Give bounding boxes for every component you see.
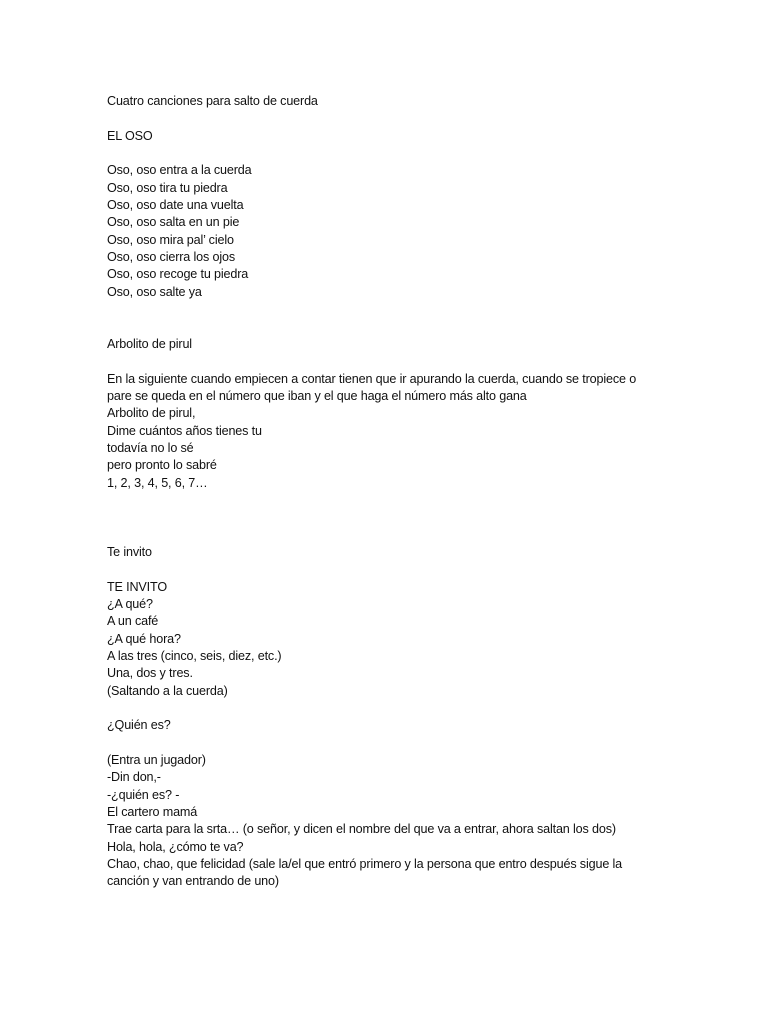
song-line: ¿A qué hora?	[107, 631, 181, 646]
song-line: Arbolito de pirul,	[107, 406, 196, 421]
song-instructions: pare se queda en el número que iban y el que haga el número más alto gana	[107, 388, 527, 403]
song-line: A un café	[107, 614, 159, 629]
song-heading-quien-es: ¿Quién es?	[107, 718, 171, 733]
song-line: todavía no lo sé	[107, 440, 194, 455]
song-heading-el-oso: EL OSO	[107, 128, 153, 143]
song-line: Oso, oso entra a la cuerda	[107, 163, 252, 178]
song-line: ¿A qué?	[107, 596, 153, 611]
song-line: -¿quién es? -	[107, 787, 180, 802]
song-line: canción y van entrando de uno)	[107, 874, 279, 889]
song-line: Oso, oso cierra los ojos	[107, 250, 235, 265]
song-line: Oso, oso tira tu piedra	[107, 180, 228, 195]
song-line: Una, dos y tres.	[107, 666, 193, 681]
song-line: Oso, oso salte ya	[107, 284, 202, 299]
song-instructions: En la siguiente cuando empiecen a contar tienen que ir apurando la cuerda, cuando se tropiece o	[107, 371, 637, 386]
song-line: -Din don,-	[107, 770, 161, 785]
song-line: Oso, oso date una vuelta	[107, 198, 244, 213]
song-line: 1, 2, 3, 4, 5, 6, 7…	[107, 475, 208, 490]
song-line: Oso, oso recoge tu piedra	[107, 267, 249, 282]
song-line: (Entra un jugador)	[107, 753, 206, 768]
song-line: Dime cuántos años tienes tu	[107, 423, 262, 438]
song-line: Oso, oso salta en un pie	[107, 215, 240, 230]
song-line: Oso, oso mira pal’ cielo	[107, 232, 234, 247]
song-line: (Saltando a la cuerda)	[107, 683, 228, 698]
song-line: El cartero mamá	[107, 805, 198, 820]
song-line: TE INVITO	[107, 579, 167, 594]
song-heading-arbolito-de-pirul: Arbolito de pirul	[107, 336, 192, 351]
song-line: A las tres (cinco, seis, diez, etc.)	[107, 649, 282, 664]
song-heading-te-invito: Te invito	[107, 544, 152, 559]
document-title: Cuatro canciones para salto de cuerda	[107, 94, 318, 108]
song-line: pero pronto lo sabré	[107, 458, 217, 473]
song-line: Trae carta para la srta… (o señor, y dicen el nombre del que va a entrar, ahora saltan los dos)	[107, 822, 616, 837]
song-line: Chao, chao, que felicidad (sale la/el que entró primero y la persona que entro después sigue la	[107, 857, 623, 872]
document-body	[107, 93, 667, 891]
song-line: Hola, hola, ¿cómo te va?	[107, 839, 244, 854]
